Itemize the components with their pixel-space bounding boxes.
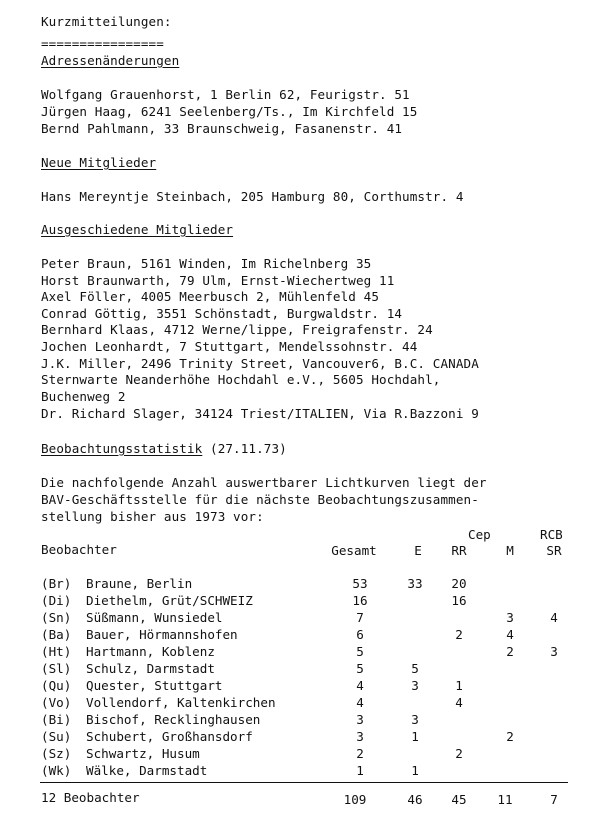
total-label: 12 Beobachter <box>41 790 140 805</box>
total-m: 11 <box>497 792 513 807</box>
left-member-item: Buchenweg 2 <box>41 389 126 404</box>
e-value: 1 <box>411 729 419 744</box>
gesamt-value: 5 <box>356 644 364 659</box>
stats-intro-line: Die nachfolgende Anzahl auswertbarer Lichtkurven liegt der <box>41 475 487 490</box>
e-value: 1 <box>411 763 419 778</box>
address-item: Jürgen Haag, 6241 Seelenberg/Ts., Im Kirchfeld 15 <box>41 104 418 119</box>
page-title: Kurzmitteilungen: <box>41 14 172 29</box>
title-rule: ================ <box>41 36 164 51</box>
m-value: 2 <box>506 729 514 744</box>
left-member-item: Peter Braun, 5161 Winden, Im Richelnberg 35 <box>41 256 372 271</box>
sr-value: 4 <box>550 610 558 625</box>
left-member-item: Conrad Göttig, 3551 Schönstadt, Burgwaldstr. 14 <box>41 306 403 321</box>
stats-heading: Beobachtungsstatistik <box>41 441 203 456</box>
observer-code: (Br) <box>41 576 72 591</box>
gesamt-value: 16 <box>352 593 368 608</box>
observer-code: (Sn) <box>41 610 72 625</box>
left-members-heading: Ausgeschiedene Mitglieder <box>41 222 234 237</box>
col-header-m: M <box>506 543 514 558</box>
addresses-heading: Adressenänderungen <box>41 53 180 68</box>
e-value: 3 <box>411 678 419 693</box>
observer-name: Schulz, Darmstadt <box>86 661 215 676</box>
observer-name: Wälke, Darmstadt <box>86 763 208 778</box>
m-value: 2 <box>506 644 514 659</box>
observer-name: Süßmann, Wunsiedel <box>86 610 223 625</box>
observer-code: (Ht) <box>41 644 72 659</box>
rr-value: 20 <box>451 576 467 591</box>
rr-value: 4 <box>455 695 463 710</box>
rr-value: 2 <box>455 627 463 642</box>
stats-heading-line <box>41 441 287 457</box>
col-header-gesamt: Gesamt <box>331 543 377 558</box>
observer-name: Diethelm, Grüt/SCHWEIZ <box>86 593 253 608</box>
left-member-item: Horst Braunwarth, 79 Ulm, Ernst-Wiechertweg 11 <box>41 273 395 288</box>
m-value: 4 <box>506 627 514 642</box>
sr-value: 3 <box>550 644 558 659</box>
new-member-item: Hans Mereyntje Steinbach, 205 Hamburg 80, Corthumstr. 4 <box>41 189 464 204</box>
stats-date: (27.11.73) <box>210 441 287 456</box>
left-member-item: Sternwarte Neanderhöhe Hochdahl e.V., 5605 Hochdahl, <box>41 372 441 387</box>
observer-code: (Bi) <box>41 712 72 727</box>
gesamt-value: 1 <box>356 763 364 778</box>
observer-name: Hartmann, Koblenz <box>86 644 215 659</box>
gesamt-value: 2 <box>356 746 364 761</box>
address-item: Wolfgang Grauenhorst, 1 Berlin 62, Feurigstr. 51 <box>41 87 410 102</box>
col-header-beobachter: Beobachter <box>41 542 117 557</box>
rr-value: 1 <box>455 678 463 693</box>
gesamt-value: 53 <box>352 576 368 591</box>
new-members-heading: Neue Mitglieder <box>41 155 157 170</box>
observer-name: Quester, Stuttgart <box>86 678 223 693</box>
col-header-rr: RR <box>451 543 467 558</box>
stats-intro-line: stellung bisher aus 1973 vor: <box>41 509 264 524</box>
observer-code: (Qu) <box>41 678 72 693</box>
col-header-sr: SR <box>546 543 562 558</box>
gesamt-value: 5 <box>356 661 364 676</box>
observer-code: (Ba) <box>41 627 72 642</box>
left-member-item: J.K. Miller, 2496 Trinity Street, Vancouver6, B.C. CANADA <box>41 356 479 371</box>
gesamt-value: 3 <box>356 712 364 727</box>
observer-name: Schwartz, Husum <box>86 746 200 761</box>
left-member-item: Bernhard Klaas, 4712 Werne/lippe, Freigrafenstr. 24 <box>41 322 433 337</box>
gesamt-value: 4 <box>356 695 364 710</box>
rcb-group-header: RCB <box>540 527 563 542</box>
rr-value: 16 <box>451 593 467 608</box>
total-divider <box>40 782 568 783</box>
observer-name: Schubert, Großhansdorf <box>86 729 253 744</box>
cep-group-header: Cep <box>468 527 491 542</box>
stats-intro-line: BAV-Geschäftsstelle für die nächste Beobachtungszusammen- <box>41 492 479 507</box>
e-value: 5 <box>411 661 419 676</box>
observer-code: (Sl) <box>41 661 72 676</box>
total-gesamt: 109 <box>343 792 367 807</box>
gesamt-value: 4 <box>356 678 364 693</box>
gesamt-value: 7 <box>356 610 364 625</box>
left-member-item: Axel Föller, 4005 Meerbusch 2, Mühlenfeld 45 <box>41 289 380 304</box>
left-member-item: Dr. Richard Slager, 34124 Triest/ITALIEN, Via R.Bazzoni 9 <box>41 406 479 421</box>
total-rr: 45 <box>451 792 467 807</box>
observer-code: (Vo) <box>41 695 72 710</box>
col-header-e: E <box>414 543 422 558</box>
observer-code: (Su) <box>41 729 72 744</box>
observer-name: Braune, Berlin <box>86 576 193 591</box>
address-item: Bernd Pahlmann, 33 Braunschweig, Fasanenstr. 41 <box>41 121 403 136</box>
observer-name: Bischof, Recklinghausen <box>86 712 261 727</box>
rr-value: 2 <box>455 746 463 761</box>
observer-code: (Wk) <box>41 763 72 778</box>
left-member-item: Jochen Leonhardt, 7 Stuttgart, Mendelssohnstr. 44 <box>41 339 418 354</box>
gesamt-value: 6 <box>356 627 364 642</box>
observer-name: Vollendorf, Kaltenkirchen <box>86 695 276 710</box>
m-value: 3 <box>506 610 514 625</box>
total-e: 46 <box>407 792 423 807</box>
e-value: 3 <box>411 712 419 727</box>
observer-code: (Sz) <box>41 746 72 761</box>
observer-code: (Di) <box>41 593 72 608</box>
observer-name: Bauer, Hörmannshofen <box>86 627 238 642</box>
gesamt-value: 3 <box>356 729 364 744</box>
e-value: 33 <box>407 576 423 591</box>
total-sr: 7 <box>550 792 558 807</box>
